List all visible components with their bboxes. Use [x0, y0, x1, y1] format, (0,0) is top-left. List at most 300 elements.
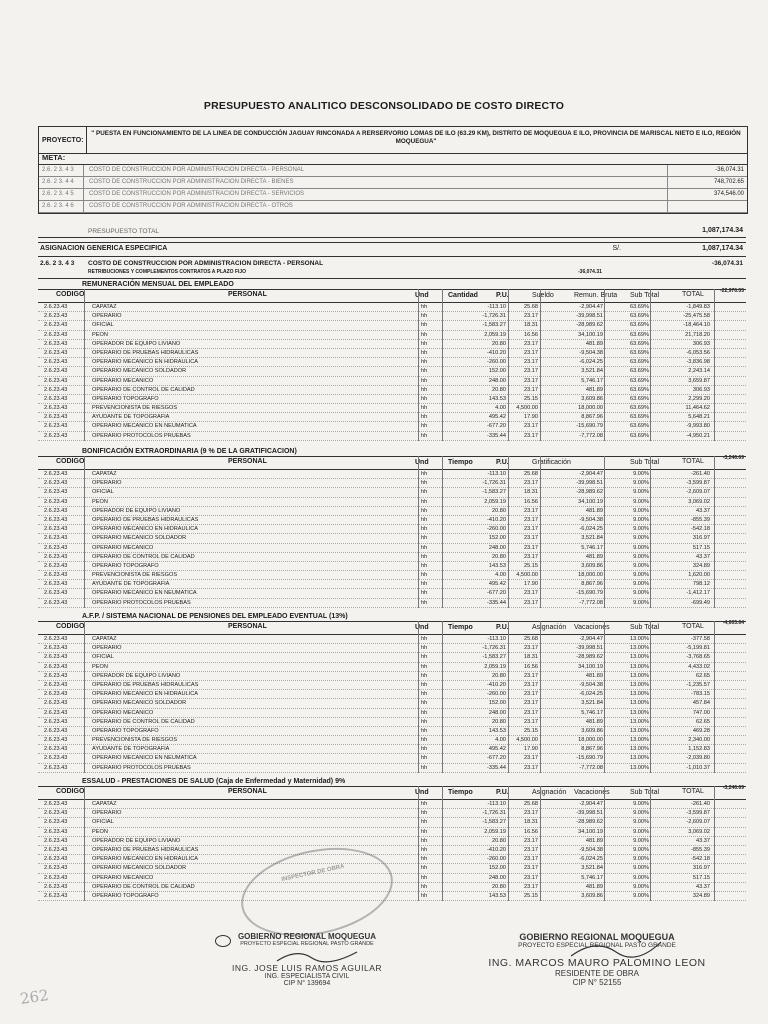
table-cell: hh [421, 368, 428, 375]
table-cell: hh [421, 359, 428, 366]
table-cell: 248.00 [488, 874, 506, 881]
table-cell: 2.6.23.43 [44, 359, 68, 366]
project-text: " PUESTA EN FUNCIONAMIENTO DE LA LINEA DE CONDUCCIÓN JAGUAY RINCONADA A RERSERVORIO LOMAS DE ILO (63.29 KM), DISTRITO DE MOQUEGUA E ILO, PROVINCIA DE MARISCAL NIETO E ILO, REGIÓN MOQUEGUA" [91, 130, 741, 145]
table-cell: 63.69% [630, 432, 649, 439]
table-cell: -9,993.80 [686, 423, 710, 430]
table-cell: 2,059.19 [484, 331, 506, 338]
table-cell: 43.37 [696, 553, 710, 560]
column-header: Sub Total [630, 789, 660, 796]
table-cell: 2.6.23.43 [44, 581, 68, 588]
table-cell: OPERARIO MECANICO SOLDADOR [92, 535, 187, 542]
sig-left-org: GOBIERNO REGIONAL MOQUEGUA [237, 932, 377, 941]
category-value: -36,074.31 [711, 260, 743, 267]
table-cell: 8,867.96 [581, 414, 603, 421]
table-cell: 9.00% [633, 810, 649, 817]
table-cell: hh [421, 654, 428, 661]
signature-right [486, 932, 708, 987]
table-cell: 9.00% [633, 516, 649, 523]
table-cell: -7,772.08 [579, 764, 603, 771]
table-cell: CAPATAZ [92, 304, 117, 310]
table-cell: hh [421, 313, 428, 320]
table-cell: -15,690.79 [576, 755, 603, 762]
column-header: Gratificación [532, 459, 571, 466]
meta-value: 748,702.65 [713, 179, 744, 185]
table-cell: 23.17 [524, 700, 538, 707]
table-cell: 2.6.23.43 [44, 672, 68, 679]
meta-code: 2.6. 2 3. 4 4 [42, 179, 74, 185]
table-cell: hh [421, 572, 428, 579]
column-header: CODIGO [56, 458, 85, 465]
table-cell: 18,000.00 [578, 572, 603, 579]
table-cell: 3,521.84 [581, 700, 603, 707]
column-header: PERSONAL [228, 291, 267, 298]
meta-row [39, 189, 747, 201]
table-row [38, 690, 746, 699]
column-header: Sub Total [630, 624, 660, 631]
table-cell: hh [421, 414, 428, 421]
table-cell: OPERARIO MECANICO EN NEUMATICA [92, 423, 197, 430]
table-cell: OPERARIO MECANICO [92, 709, 154, 716]
table-cell: OPERARIO [92, 645, 122, 652]
table-cell: 63.69% [630, 395, 649, 402]
column-header: TOTAL [682, 623, 704, 630]
table-cell: 2.6.23.43 [44, 349, 68, 356]
table-cell: 3,609.86 [581, 395, 603, 402]
table-cell: 25.68 [524, 304, 538, 310]
section-title: ESSALUD - PRESTACIONES DE SALUD (Caja de Enfermedad y Maternidad) 9% [82, 778, 346, 785]
table-cell: 457.84 [692, 700, 710, 707]
table-cell: -6,024.25 [579, 359, 603, 366]
table-row [38, 828, 746, 837]
meta-desc: COSTO DE CONSTRUCCION POR ADMINISTRACION DIRECTA - BIENES [89, 179, 294, 185]
table-cell: hh [421, 746, 428, 753]
signature-scribble-icon [272, 946, 362, 966]
presupuesto-total-value: 1,087,174.34 [702, 227, 743, 234]
stamp-text: INSPECTOR DE OBRA [281, 863, 346, 884]
asignacion-row [38, 242, 746, 257]
table-cell: OPERARIO TOPOGRAFO [92, 395, 159, 402]
table-cell: 2.6.23.43 [44, 865, 68, 872]
table-cell: 63.69% [630, 340, 649, 347]
table-cell: 2.6.23.43 [44, 340, 68, 347]
table-cell: 2,243.14 [688, 368, 710, 375]
presupuesto-total-row [38, 226, 746, 238]
column-header: Cantidad [448, 292, 478, 299]
column-header: Und [415, 624, 429, 631]
table-row [38, 331, 746, 340]
column-header: Sueldo [532, 292, 554, 299]
table-cell: 9.00% [633, 590, 649, 597]
table-row [38, 395, 746, 404]
table-cell: 5,746.17 [581, 377, 603, 384]
table-cell: -1,726.31 [482, 480, 506, 487]
table-cell: 481.89 [585, 340, 603, 347]
table-cell: hh [421, 423, 428, 430]
table-cell: 2.6.23.43 [44, 801, 68, 807]
table-cell: hh [421, 865, 428, 872]
table-cell: 2.6.23.43 [44, 846, 68, 853]
column-header: Tiempo [448, 624, 473, 631]
table-row [38, 534, 746, 543]
table-cell: 5,746.17 [581, 709, 603, 716]
budget-section [38, 447, 746, 608]
table-row [38, 404, 746, 413]
table-cell: 2.6.23.43 [44, 819, 68, 826]
table-cell: OPERARIO DE CONTROL DE CALIDAD [92, 386, 195, 393]
table-cell: -6,024.25 [579, 856, 603, 863]
project-box [38, 126, 748, 154]
table-cell: 798.12 [692, 581, 710, 588]
table-cell: 13.00% [630, 727, 649, 734]
table-cell: -39,998.51 [576, 810, 603, 817]
table-cell: 3,609.86 [581, 562, 603, 569]
table-cell: -28,989.62 [576, 819, 603, 826]
table-cell: -5,199.81 [686, 645, 710, 652]
table-cell: hh [421, 691, 428, 698]
table-cell: 4.00 [495, 737, 506, 744]
meta-desc: COSTO DE CONSTRUCCION POR ADMINISTRACION DIRECTA - SERVICIOS [89, 191, 305, 197]
table-cell: OPERARIO MECANICO EN NEUMATICA [92, 590, 197, 597]
table-cell: hh [421, 755, 428, 762]
table-cell: hh [421, 810, 428, 817]
table-row [38, 525, 746, 534]
meta-row [39, 177, 747, 189]
table-cell: 9.00% [633, 874, 649, 881]
table-cell: 481.89 [585, 718, 603, 725]
table-row [38, 358, 746, 367]
table-cell: 8,867.96 [581, 581, 603, 588]
category-row [38, 258, 746, 279]
table-cell: -39,998.51 [576, 645, 603, 652]
column-header: TOTAL [682, 291, 704, 298]
table-cell: 23.17 [524, 535, 538, 542]
table-row [38, 599, 746, 608]
table-cell: 23.17 [524, 846, 538, 853]
table-cell: hh [421, 480, 428, 487]
table-cell: 63.69% [630, 359, 649, 366]
table-cell: 63.69% [630, 322, 649, 329]
table-cell: 2.6.23.43 [44, 368, 68, 375]
table-cell: 306.93 [692, 386, 710, 393]
table-cell: 23.17 [524, 718, 538, 725]
table-cell: OPERARIO DE CONTROL DE CALIDAD [92, 553, 195, 560]
table-row [38, 800, 746, 809]
table-cell: -15,690.79 [576, 423, 603, 430]
table-cell: -410.20 [487, 846, 506, 853]
table-cell: 2,340.00 [688, 737, 710, 744]
table-cell: 2.6.23.43 [44, 737, 68, 744]
table-cell: 34,100.19 [578, 663, 603, 670]
column-header: TOTAL [682, 458, 704, 465]
table-cell: PREVENCIONISTA DE RIESGOS [92, 572, 178, 579]
table-cell: 23.17 [524, 526, 538, 533]
table-cell: OPERARIO TOPOGRAFO [92, 562, 159, 569]
column-header: CODIGO [56, 623, 85, 630]
table-cell: 9.00% [633, 553, 649, 560]
table-cell: 5,746.17 [581, 874, 603, 881]
table-cell: 2.6.23.43 [44, 599, 68, 606]
table-row [38, 312, 746, 321]
table-cell: -7,772.08 [579, 432, 603, 439]
table-row [38, 745, 746, 754]
table-row [38, 386, 746, 395]
table-cell: -2,904.47 [579, 636, 603, 642]
table-cell: 3,521.84 [581, 865, 603, 872]
table-cell: 63.69% [630, 423, 649, 430]
table-row [38, 846, 746, 855]
table-cell: 2.6.23.43 [44, 700, 68, 707]
table-cell: 23.17 [524, 553, 538, 560]
table-cell: 4.00 [495, 405, 506, 412]
table-cell: 13.00% [630, 645, 649, 652]
table-cell: OFICIAL [92, 322, 114, 329]
table-cell: 2.6.23.43 [44, 755, 68, 762]
table-row [38, 764, 746, 773]
table-cell: 23.17 [524, 681, 538, 688]
table-cell: 16.56 [524, 828, 538, 835]
section-title: REMUNERACIÓN MENSUAL DEL EMPLEADO [82, 281, 234, 288]
table-cell: 23.17 [524, 423, 538, 430]
table-cell: OPERARIO DE CONTROL DE CALIDAD [92, 718, 195, 725]
table-cell: hh [421, 727, 428, 734]
table-cell: -410.20 [487, 516, 506, 523]
table-cell: CAPATAZ [92, 636, 117, 642]
table-row [38, 544, 746, 553]
table-cell: OFICIAL [92, 819, 114, 826]
table-cell: -542.18 [691, 856, 710, 863]
table-cell: 13.00% [630, 709, 649, 716]
table-cell: 23.17 [524, 645, 538, 652]
table-cell: hh [421, 837, 428, 844]
table-cell: 2.6.23.43 [44, 892, 68, 899]
table-cell: 43.37 [696, 837, 710, 844]
table-cell: 20.80 [492, 883, 506, 890]
table-cell: 2.6.23.43 [44, 489, 68, 496]
table-cell: 495.42 [488, 746, 506, 753]
table-cell: 1,152.83 [688, 746, 710, 753]
table-cell: 25.15 [524, 395, 538, 402]
table-cell: -677.20 [487, 755, 506, 762]
table-cell: 469.28 [692, 727, 710, 734]
meta-label: META: [39, 152, 747, 165]
table-cell: 495.42 [488, 414, 506, 421]
table-row [38, 340, 746, 349]
table-cell: 1,620.00 [688, 572, 710, 579]
table-cell: -2,609.07 [686, 819, 710, 826]
table-row [38, 635, 746, 644]
table-row [38, 727, 746, 736]
table-cell: -1,726.31 [482, 810, 506, 817]
table-cell: 23.17 [524, 432, 538, 439]
table-row [38, 498, 746, 507]
table-cell: -6,024.25 [579, 691, 603, 698]
meta-value: -36,074.31 [715, 167, 744, 173]
meta-desc: COSTO DE CONSTRUCCION POR ADMINISTRACION DIRECTA - PERSONAL [89, 167, 305, 173]
table-cell: OPERADOR DE EQUIPO LIVIANO [92, 672, 181, 679]
table-cell: 2.6.23.43 [44, 709, 68, 716]
table-cell: OPERARIO MECANICO SOLDADOR [92, 865, 187, 872]
table-cell: 2.6.23.43 [44, 386, 68, 393]
section-title: BONIFICACIÓN EXTRAORDINARIA (9 % DE LA GRATIFICACION) [82, 448, 297, 455]
table-row [38, 699, 746, 708]
column-header: CODIGO [56, 291, 85, 298]
column-header: Remun. Bruta [574, 292, 618, 299]
table-row [38, 754, 746, 763]
table-cell: 18.31 [524, 654, 538, 661]
table-cell: 2.6.23.43 [44, 526, 68, 533]
table-row [38, 892, 746, 901]
table-cell: OPERARIO MECANICO EN HIDRAULICA [92, 526, 198, 533]
table-cell: 23.17 [524, 883, 538, 890]
table-cell: hh [421, 846, 428, 853]
table-cell: -3,836.98 [686, 359, 710, 366]
asignacion-label: ASIGNACION GENERICA ESPECIFICA [40, 245, 168, 252]
table-cell: hh [421, 553, 428, 560]
table-cell: hh [421, 681, 428, 688]
column-header: Asignación [532, 624, 567, 631]
table-row [38, 553, 746, 562]
table-cell: 23.17 [524, 709, 538, 716]
table-cell: 152.00 [488, 700, 506, 707]
table-cell: OFICIAL [92, 654, 114, 661]
table-cell: AYUDANTE DE TOPOGRAFIA [92, 414, 170, 421]
table-row [38, 488, 746, 497]
table-cell: 2,059.19 [484, 663, 506, 670]
table-row [38, 367, 746, 376]
table-cell: 2,059.19 [484, 498, 506, 505]
table-row [38, 663, 746, 672]
table-cell: 20.80 [492, 718, 506, 725]
table-cell: -28,989.62 [576, 489, 603, 496]
table-cell: PREVENCIONISTA DE RIESGOS [92, 405, 178, 412]
category-desc: COSTO DE CONSTRUCCION POR ADMINISTRACION DIRECTA - PERSONAL [88, 260, 324, 267]
column-header: TOTAL [682, 788, 704, 795]
table-cell: OPERARIO [92, 313, 122, 320]
table-cell: -335.44 [487, 599, 506, 606]
table-cell: 18.31 [524, 322, 538, 329]
table-cell: 63.69% [630, 386, 649, 393]
table-cell: -260.00 [487, 359, 506, 366]
table-cell: OPERARIO MECANICO EN HIDRAULICA [92, 856, 198, 863]
table-cell: OPERADOR DE EQUIPO LIVIANO [92, 837, 181, 844]
section-total: -22,976.55 [720, 288, 744, 294]
table-header [38, 786, 746, 800]
table-cell: 2.6.23.43 [44, 544, 68, 551]
table-cell: -1,010.37 [686, 764, 710, 771]
table-cell: 9.00% [633, 599, 649, 606]
meta-row [39, 201, 747, 213]
table-cell: 4.00 [495, 572, 506, 579]
table-cell: OPERARIO MECANICO [92, 874, 154, 881]
table-cell: 2.6.23.43 [44, 810, 68, 817]
column-header: Vacaciones [574, 624, 610, 631]
table-cell: 18,000.00 [578, 405, 603, 412]
table-cell: 2.6.23.43 [44, 516, 68, 523]
sig-left-cip: CIP N° 139694 [283, 980, 331, 987]
table-cell: 23.17 [524, 672, 538, 679]
column-header: PERSONAL [228, 788, 267, 795]
table-cell: 23.17 [524, 590, 538, 597]
table-cell: hh [421, 489, 428, 496]
table-cell: AYUDANTE DE TOPOGRAFIA [92, 746, 170, 753]
table-cell: 2.6.23.43 [44, 746, 68, 753]
table-cell: 2.6.23.43 [44, 883, 68, 890]
table-cell: 3,521.84 [581, 535, 603, 542]
column-header: Tiempo [448, 789, 473, 796]
table-cell: 2.6.23.43 [44, 414, 68, 421]
sig-right-org: GOBIERNO REGIONAL MOQUEGUA [519, 932, 675, 942]
table-cell: hh [421, 709, 428, 716]
column-header: Und [415, 292, 429, 299]
table-cell: hh [421, 672, 428, 679]
table-cell: 2.6.23.43 [44, 432, 68, 439]
table-cell: 4,500.00 [516, 572, 538, 579]
table-cell: 316.97 [692, 865, 710, 872]
sig-right-org2: PROYECTO ESPECIAL REGIONAL PASTO GRANDE [518, 942, 676, 949]
table-row [38, 672, 746, 681]
table-cell: 25.15 [524, 892, 538, 899]
meta-code: 2.6. 2 3. 4 3 [42, 167, 74, 173]
table-cell: hh [421, 516, 428, 523]
section-title: A.F.P. / SISTEMA NACIONAL DE PENSIONES DEL EMPLEADO EVENTUAL (13%) [82, 613, 348, 620]
table-cell: 143.53 [488, 892, 506, 899]
table-row [38, 571, 746, 580]
sig-left-org2: PROYECTO ESPECIAL REGIONAL PASTO GRANDE [240, 941, 374, 947]
section-total: -3,246.69 [722, 455, 744, 461]
table-cell: 2.6.23.43 [44, 322, 68, 329]
table-cell: -1,583.27 [482, 819, 506, 826]
table-cell: 63.69% [630, 349, 649, 356]
table-cell: 152.00 [488, 368, 506, 375]
table-cell: 517.15 [692, 544, 710, 551]
table-cell: 4,500.00 [516, 405, 538, 412]
table-cell: hh [421, 340, 428, 347]
column-header: PERSONAL [228, 623, 267, 630]
table-cell: 9.00% [633, 581, 649, 588]
table-cell: 20.80 [492, 507, 506, 514]
table-cell: hh [421, 405, 428, 412]
table-cell: PEON [92, 828, 108, 835]
table-cell: OPERARIO TOPOGRAFO [92, 727, 159, 734]
table-cell: hh [421, 590, 428, 597]
table-cell: 248.00 [488, 709, 506, 716]
table-cell: -1,583.27 [482, 654, 506, 661]
table-cell: hh [421, 304, 428, 310]
table-cell: 5,648.21 [688, 414, 710, 421]
table-cell: -1,412.17 [686, 590, 710, 597]
table-cell: -113.10 [487, 304, 506, 310]
table-cell: 21,718.20 [685, 331, 710, 338]
table-cell: 9.00% [633, 801, 649, 807]
table-cell: -2,039.80 [686, 755, 710, 762]
budget-section [38, 280, 746, 441]
table-cell: -377.58 [691, 636, 710, 642]
table-cell: 9.00% [633, 828, 649, 835]
table-cell: 324.89 [692, 562, 710, 569]
column-header: P.U. [496, 624, 509, 631]
table-cell: 17.90 [524, 746, 538, 753]
table-cell: 17.90 [524, 581, 538, 588]
meta-desc: COSTO DE CONSTRUCCION POR ADMINISTRACION DIRECTA - OTROS [89, 203, 293, 209]
sig-right-name: ING. MARCOS MAURO PALOMINO LEON [488, 957, 706, 969]
table-cell: 23.17 [524, 516, 538, 523]
table-cell: 481.89 [585, 672, 603, 679]
table-cell: 23.17 [524, 386, 538, 393]
table-cell: 2.6.23.43 [44, 837, 68, 844]
table-cell: OPERARIO PROTOCOLOS PRUEBAS [92, 764, 191, 771]
table-cell: 2,059.19 [484, 828, 506, 835]
table-cell: OPERARIO MECANICO SOLDADOR [92, 700, 187, 707]
